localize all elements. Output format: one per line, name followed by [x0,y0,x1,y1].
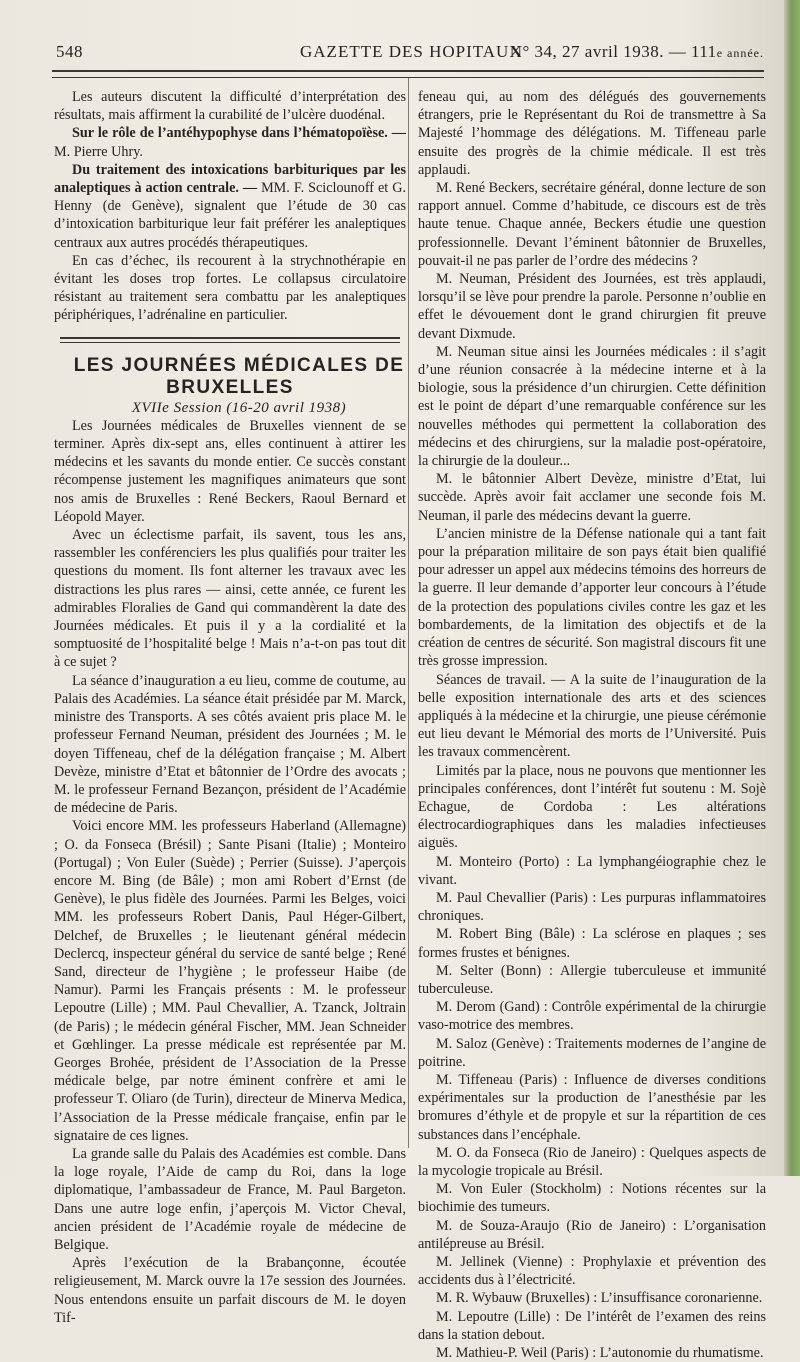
abstract-text: MM. F. Sciclounoff et G. Henny (de Genève), signalent que l’étude de 30 cas d’intoxication barbiturique leur fait préférer les analeptiques centraux aux autres procédés thérapeutiques. [54,180,407,251]
abstract-title-text: Du traitement des intoxications barbituriques par les analeptiques à action centrale. — [54,161,406,197]
paragraph: La grande salle du Palais des Académies est comble. Dans la loge royale, l’Aide de camp du Roi, dans la loge diplomatique, l’ambassadeur de France, M. Paul Bargeton. Dans une autre loge enfin, j’aperçois M. Victor Cheval, ancien président de l’Académie royale de médecine de Belgique. [54,1145,406,1253]
conference-item: M. de Souza-Araujo (Rio de Janeiro) : L’organisation antilépreuse au Brésil. [418,1217,766,1252]
conference-item: M. Von Euler (Stockholm) : Notions récentes sur la biochimie des tumeurs. [418,1181,766,1216]
issue-date: N° 34, 27 avril 1938. — 111 [509,42,717,61]
conference-item: M. Robert Bing (Bâle) : La sclérose en plaques ; ses formes frustes et bénignes. [418,926,766,961]
paragraph: Les auteurs discutent la difficulté d’interprétation des résultats, mais affirment la curabilité de l’ulcère duodénal. [54,89,406,124]
paragraph: L’ancien ministre de la Défense nationale qui a tant fait pour la préparation militaire de son pays était bien qualifié pour adresser un appel aux médecins témoins des horreurs de la guerre. Il leur demande d’apporter leur concours à l’étude de la protection des populations civiles contre les gaz et les bombardements, de la limitation des objectifs et de la création de centres de sécurité. Son magistral discours fit une très grosse impression. [418,525,766,670]
conference-item: M. Saloz (Genève) : Traitements modernes de l’angine de poitrine. [418,1035,766,1070]
conference-item: M. Paul Chevallier (Paris) : Les purpuras inflammatoires chroniques. [418,889,766,925]
conference-item: M. Tiffeneau (Paris) : Influence de diverses conditions expérimentales sur la production de l’anesthésie par les bromures d’éthyle et de propyle et sur la répartition de ces substances dans l’encéphale. [418,1071,766,1143]
page-number: 548 [56,42,83,61]
abstract-author: M. Pierre Uhry. [54,143,143,160]
section-subtitle: XVIIe Session (16-20 avril 1938) [131,399,347,416]
paragraph: Voici encore MM. les professeurs Haberland (Allemagne) ; O. da Fonseca (Brésil) ; Sante Pisani (Italie) ; Monteiro (Portugal) ; Von Euler (Suède) ; Perrier (Suisse). J’aperçois encore M. Bing (de Bâle) ; mon ami Robert d’Ernst (de Genève), le plus fidèle des Journées. Parmi les Belges, voici MM. les professeurs Robert Danis, Paul Héger-Gilbert, Delchef, de Bruxelles ; le lieutenant général médecin Declercq, inspecteur général du service de santé belge ; René Sand, directeur de l’hygiène ; le professeur Haibe (de Namur). Parmi les Français présents : M. le professeur Lepoutre (Lille) ; MM. Paul Chevallier, A. Tzanck, Joltrain (de Paris) ; le médecin général Fischer, MM. Jean Schneider et Gœhlinger. La presse médicale est représentée par M. Georges Brohée, président de l’Association de la Presse médicale belge, par notre éminent confrère et ami le professeur T. Oliaro (de Turin), directeur de Minerva Medica, l’Association de la Presse médicale française, enfin par le signataire de ces lignes. [54,818,406,1144]
conference-item: M. O. da Fonseca (Rio de Janeiro) : Quelques aspects de la mycologie tropicale au Brésil. [418,1144,766,1179]
header-rule [52,70,764,78]
page-header [52,42,764,68]
paragraph: Après l’exécution de la Brabançonne, écoutée religieusement, M. Marck ouvre la 17e session des Journées. Nous entendons ensuite un parfait discours de M. le doyen Tif- [54,1255,406,1326]
paragraph: En cas d’échec, ils recourent à la strychnothérapie en évitant les doses trop fortes. Le collapsus circulatoire résistant au traitement sera combattu par les analeptiques périphériques, l’adrénaline en particulier. [54,252,406,324]
paragraph: Avec un éclectisme parfait, ils savent, tous les ans, rassembler les conférenciers les plus qualifiés pour traiter les questions du moment. Ils font alterner les travaux avec les distractions les plus rares — ainsi, cette année, ce furent les admirables Floralies de Gand qui commandèrent la date des Journées médicales. Et puis il y a la cordialité et la somptuosité de l’hospitalité belge ! Mais n’a-t-on pas tout dit à ce sujet ? [54,527,406,671]
paragraph: Les Journées médicales de Bruxelles viennent de se terminer. Après dix-sept ans, elles continuent à attirer les médecins et les savants du monde entier. Ce succès constant récompense justement les magnifiques animateurs que sont nos amis de Bruxelles : René Beckers, Raoul Bernard et Léopold Mayer. [54,417,406,525]
conference-item: M. Selter (Bonn) : Allergie tuberculeuse et immunité tuberculeuse. [418,962,766,997]
conference-item: M. Lepoutre (Lille) : De l’intérêt de l’examen des reins dans la station debout. [418,1308,766,1343]
issue-info [510,42,764,62]
abstract-title [54,124,406,160]
paragraph: M. Neuman, Président des Journées, est très applaudi, lorsqu’il se lève pour prendre la parole. Personne n’oublie en effet le dévouement dont le grand chirurgien fit preuve devant Dixmude. [418,271,766,342]
abstract [54,161,406,252]
section-title: LES JOURNÉES MÉDICALES DE BRUXELLES [73,354,405,398]
conference-item: M. Jellinek (Vienne) : Prophylaxie et prévention des accidents dus à l’électricité. [418,1254,766,1289]
right-column [418,88,766,1362]
issue-year-suffix: e année. [716,46,764,60]
conference-item: M. Derom (Gand) : Contrôle expérimental de la chirurgie vaso-motrice des membres. [418,999,766,1034]
page-edge [784,0,800,1176]
paragraph: Séances de travail. — A la suite de l’inauguration de la belle exposition internationale des arts et des sciences appliqués à la médecine et la chirurgie, une pieuse cérémonie eut lieu devant le Mémorial des morts de l’Université. Puis les travaux commencèrent. [418,671,766,761]
paragraph: Limités par la place, nous ne pouvons que mentionner les principales conférences, dont l’intérêt fut soutenu : M. Sojè Echague, de Cordoba : Les altérations électrocardiographiques dans les maladies infectieuses aiguës. [418,762,766,852]
abstract-title-text: Sur le rôle de l’antéhypophyse dans l’hématopoïèse. — [72,125,406,142]
paragraph: M. Neuman situe ainsi les Journées médicales : il s’agit d’une réunion consacrée à la médecine interne et à la biologie, sous la présidence d’un chirurgien. Cette définition est le point de départ d’une remarquable conférence sur les nouvelles méthodes qui permettent la collaboration des médecins et des chirurgiens, sur la maladie post-opératoire, la chirurgie de la douleur... [418,343,766,470]
left-column [54,88,406,1327]
paragraph: feneau qui, au nom des délégués des gouvernements étrangers, prie le Représentant du Roi de transmettre à Sa Majesté l’hommage des délégations. M. Tiffeneau parle ensuite des progrès de la chimie médicale. Il est très applaudi. [418,89,766,178]
column-divider [408,78,409,1148]
journal-title: GAZETTE DES HOPITAUX [300,42,523,61]
paragraph: M. René Beckers, secrétaire général, donne lecture de son rapport annuel. Comme d’habitude, ce discours est de très haute tenue. Chaque année, Beckers étudie une question professionnelle. Devant l’éminent bâtonnier de Bruxelles, pouvait-il ne pas parler de l’ordre des médecins ? [418,180,766,269]
conference-item: M. Mathieu-P. Weil (Paris) : L’autonomie du rhumatisme. [436,1345,764,1362]
conference-item: M. R. Wybauw (Bruxelles) : L’insuffisance coronarienne. [436,1290,763,1307]
section-rule [60,337,400,343]
paragraph: M. le bâtonnier Albert Devèze, ministre d’Etat, lui succède. Après avoir fait acclamer une seconde fois M. Neuman, il parle des médecins devant la guerre. [418,471,766,524]
conference-item: M. Monteiro (Porto) : La lymphangéiographie chez le vivant. [418,853,766,888]
paragraph: La séance d’inauguration a eu lieu, comme de coutume, au Palais des Académies. La séance était présidée par M. Marck, ministre des Transports. A ses côtés avaient pris place M. le professeur Fernand Neuman, président des Journées ; M. le doyen Tiffeneau, chef de la délégation française ; M. Albert Devèze, ministre d’Etat et bâtonnier de l’Ordre des avocats ; M. le professeur Fernand Bezançon, président de l’Académie de médecine de Paris. [54,672,406,817]
